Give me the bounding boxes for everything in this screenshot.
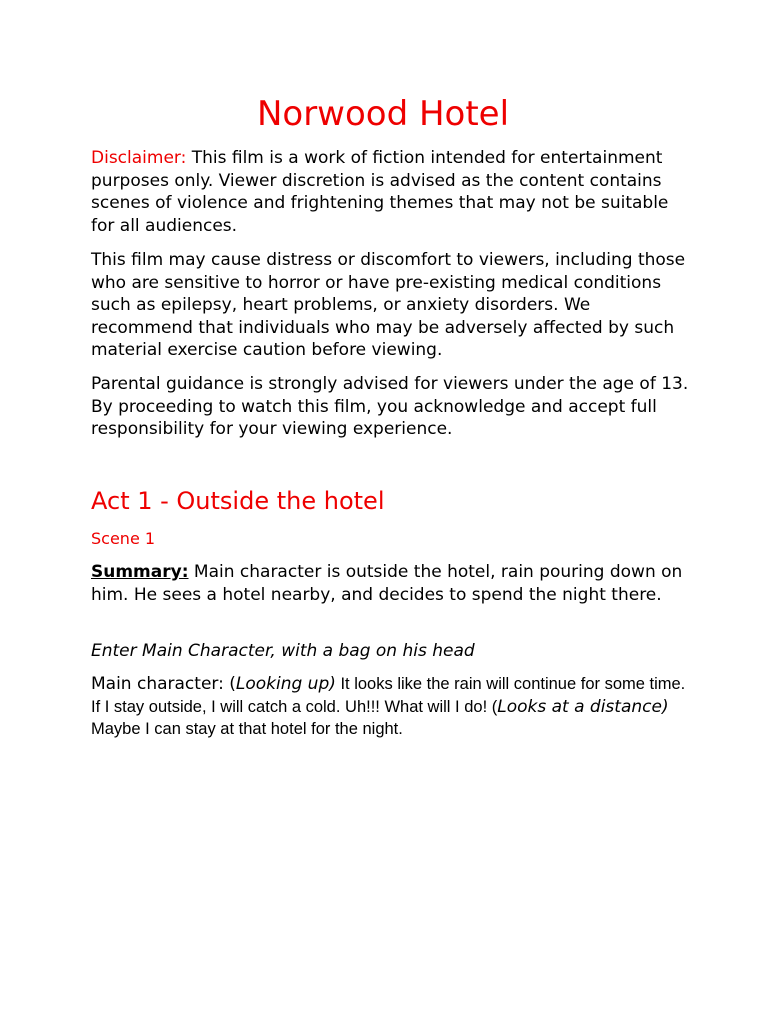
dialogue-line-1: It looks like the rain will continue for some time. If I stay outside, I will catch a cold. Uh!!! What will I do! ( bbox=[91, 675, 686, 716]
act-heading: Act 1 - Outside the hotel bbox=[91, 487, 385, 515]
dialogue-speaker: Main character: ( bbox=[91, 674, 236, 694]
dialogue-line-2: Maybe I can stay at that hotel for the night. bbox=[91, 720, 403, 738]
stage-direction: Enter Main Character, with a bag on his head bbox=[91, 641, 475, 661]
dialogue-paragraph bbox=[91, 673, 689, 741]
distress-warning-paragraph: This film may cause distress or discomfort to viewers, including those who are sensitive to horror or have pre-existing medical conditions such as epilepsy, heart problems, or anxiety disorders. We recommend that individuals who may be adversely affected by such material exercise caution before viewing. bbox=[91, 250, 686, 360]
disclaimer-paragraph bbox=[91, 147, 689, 237]
parental-guidance-paragraph: Parental guidance is strongly advised for viewers under the age of 13. By proceeding to watch this film, you acknowledge and accept full responsibility for your viewing experience. bbox=[91, 374, 689, 439]
summary-text: Main character is outside the hotel, rain pouring down on him. He sees a hotel nearby, and decides to spend the night there. bbox=[91, 562, 683, 605]
document-title: Norwood Hotel bbox=[256, 94, 510, 134]
summary-label: Summary: bbox=[91, 562, 189, 582]
scene-heading: Scene 1 bbox=[91, 529, 156, 548]
summary-paragraph bbox=[91, 561, 689, 606]
disclaimer-text: This film is a work of fiction intended for entertainment purposes only. Viewer discretion is advised as the content contains scenes of violence and frightening themes that may not be suitable for all audiences. bbox=[91, 148, 669, 236]
dialogue-direction-looks-at-distance: Looks at a distance) bbox=[497, 696, 669, 717]
dialogue-direction-looking-up: Looking up) bbox=[235, 674, 336, 694]
disclaimer-label: Disclaimer: bbox=[91, 148, 187, 168]
